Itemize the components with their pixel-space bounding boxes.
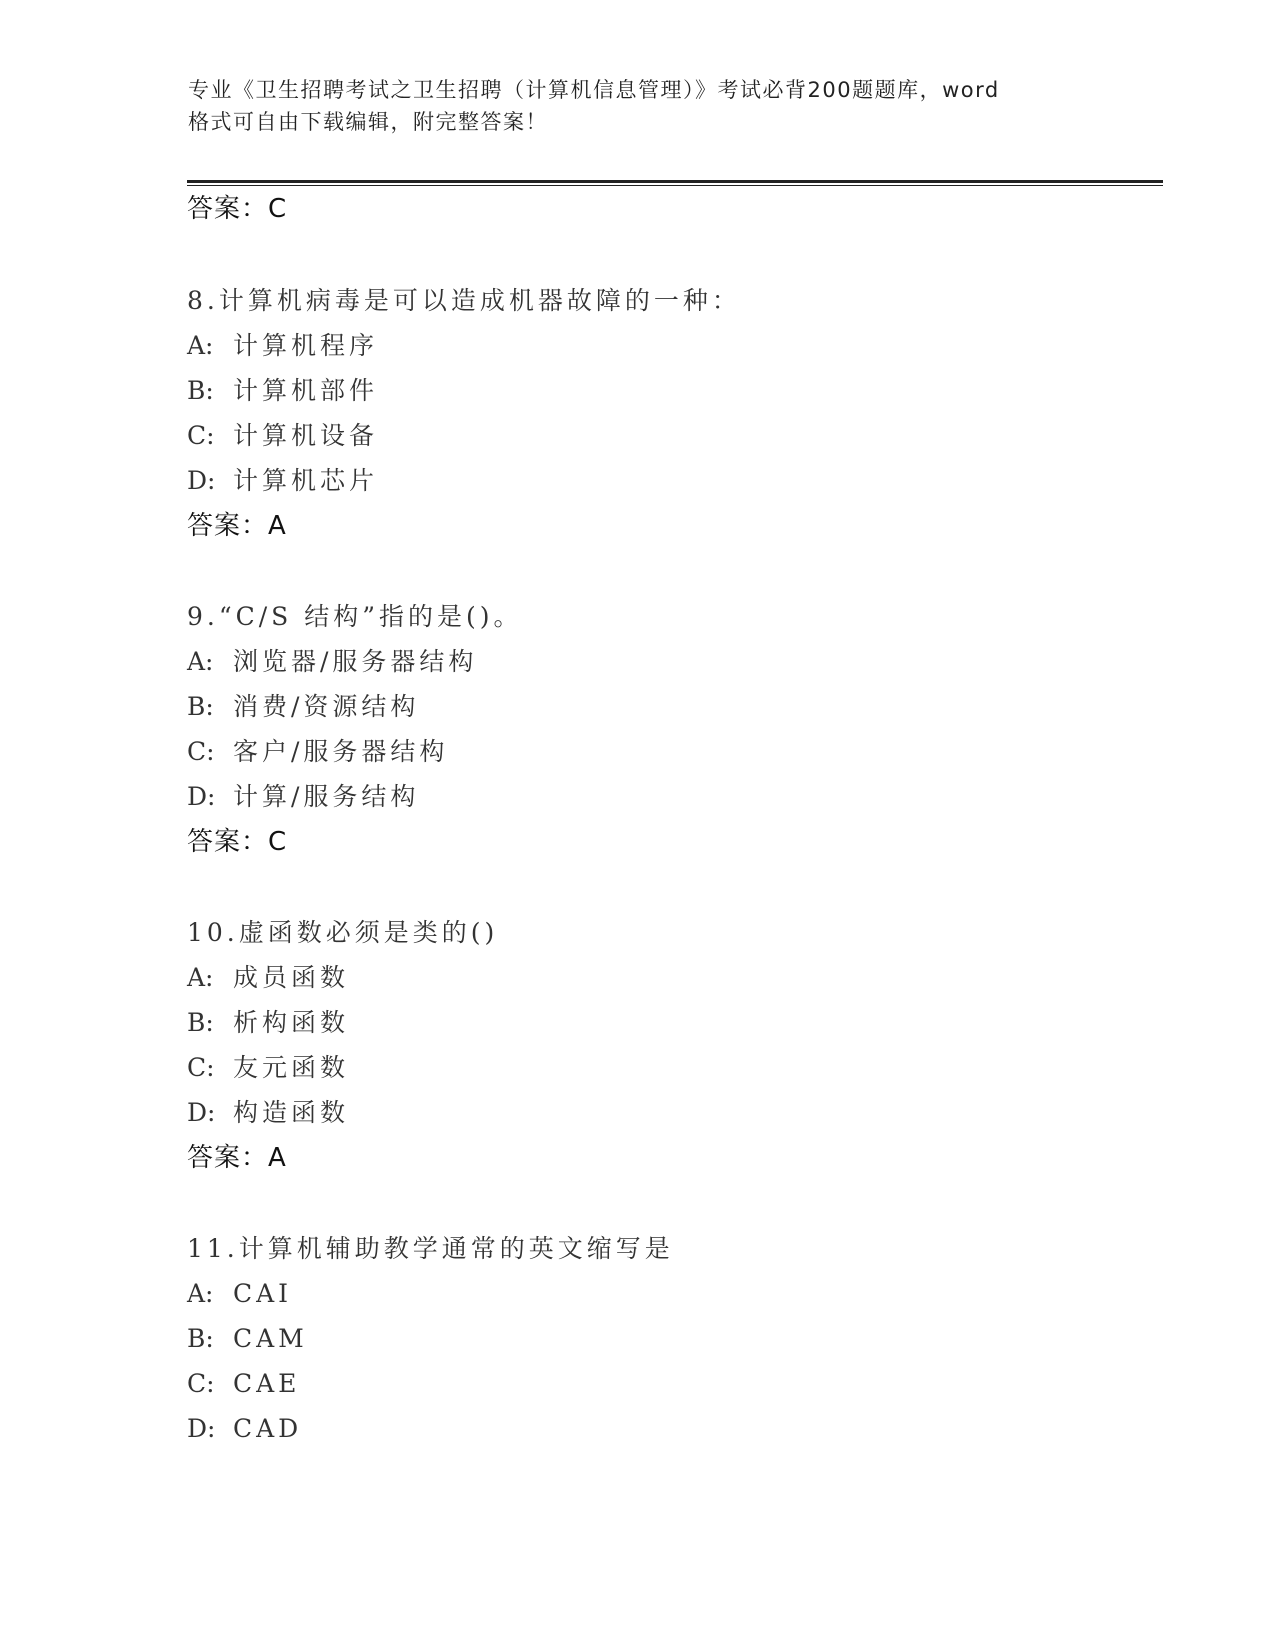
option-b-label: B: <box>187 692 214 721</box>
option-d-text: 计算机芯片 <box>233 466 379 495</box>
option-d-label: D: <box>187 782 216 811</box>
question-10-option-a <box>187 962 349 994</box>
option-a-label: A: <box>187 963 214 992</box>
option-a-label: A: <box>187 647 214 676</box>
question-11-option-b <box>187 1323 308 1355</box>
option-b-text: 消费/资源结构 <box>233 692 420 721</box>
question-9-option-d <box>187 781 419 813</box>
question-10-text: 10.虚函数必须是类的() <box>187 918 499 947</box>
question-11-option-d <box>187 1413 302 1445</box>
option-d-text: 计算/服务结构 <box>233 782 420 811</box>
option-c-text: 计算机设备 <box>233 421 379 450</box>
option-c-label: C: <box>187 1053 215 1082</box>
option-d-label: D: <box>187 1098 216 1127</box>
option-a-text: 计算机程序 <box>233 331 379 360</box>
option-b-text: 计算机部件 <box>233 376 379 405</box>
option-a-label: A: <box>187 1279 214 1308</box>
header-rule-thick <box>187 180 1163 183</box>
option-a-text: CAI <box>233 1279 293 1308</box>
option-c-text: CAE <box>233 1369 301 1398</box>
option-c-label: C: <box>187 1369 215 1398</box>
question-9-option-b <box>187 691 419 723</box>
option-c-label: C: <box>187 737 215 766</box>
question-8-option-c <box>187 420 378 452</box>
answer-previous: 答案：C <box>187 194 288 224</box>
option-d-label: D: <box>187 1414 216 1443</box>
question-9-answer: 答案：C <box>187 827 288 857</box>
option-c-text: 客户/服务器结构 <box>233 737 449 766</box>
header-rule-thin <box>187 185 1163 186</box>
question-8-text: 8.计算机病毒是可以造成机器故障的一种： <box>187 286 741 315</box>
option-d-text: 构造函数 <box>233 1098 350 1127</box>
option-c-text: 友元函数 <box>233 1053 350 1082</box>
option-c-label: C: <box>187 421 215 450</box>
question-8-option-d <box>187 465 378 497</box>
option-b-label: B: <box>187 1324 214 1353</box>
question-10-answer: 答案：A <box>187 1143 287 1173</box>
question-11-option-a <box>187 1278 292 1310</box>
option-b-label: B: <box>187 376 214 405</box>
question-9-option-c <box>187 736 448 768</box>
question-9-text: 9.“C/S 结构”指的是()。 <box>187 602 523 631</box>
option-d-label: D: <box>187 466 216 495</box>
question-10-option-d <box>187 1097 349 1129</box>
option-b-text: CAM <box>233 1324 308 1353</box>
option-b-label: B: <box>187 1008 214 1037</box>
question-10-option-c <box>187 1052 349 1084</box>
option-b-text: 析构函数 <box>233 1008 350 1037</box>
question-10-option-b <box>187 1007 349 1039</box>
option-a-text: 浏览器/服务器结构 <box>233 647 478 676</box>
question-8-option-b <box>187 375 378 407</box>
header-line-1: 专业《卫生招聘考试之卫生招聘（计算机信息管理）》考试必背200题题库，word <box>188 78 1000 102</box>
question-11-option-c <box>187 1368 300 1400</box>
header-line-2: 格式可自由下载编辑，附完整答案！ <box>188 110 548 134</box>
option-a-text: 成员函数 <box>233 963 350 992</box>
document-header <box>188 74 1108 138</box>
option-d-text: CAD <box>233 1414 303 1443</box>
question-9-option-a <box>187 646 477 678</box>
question-8-option-a <box>187 330 378 362</box>
option-a-label: A: <box>187 331 214 360</box>
question-8-answer: 答案：A <box>187 511 287 541</box>
question-11-text: 11.计算机辅助教学通常的英文缩写是 <box>187 1234 674 1263</box>
